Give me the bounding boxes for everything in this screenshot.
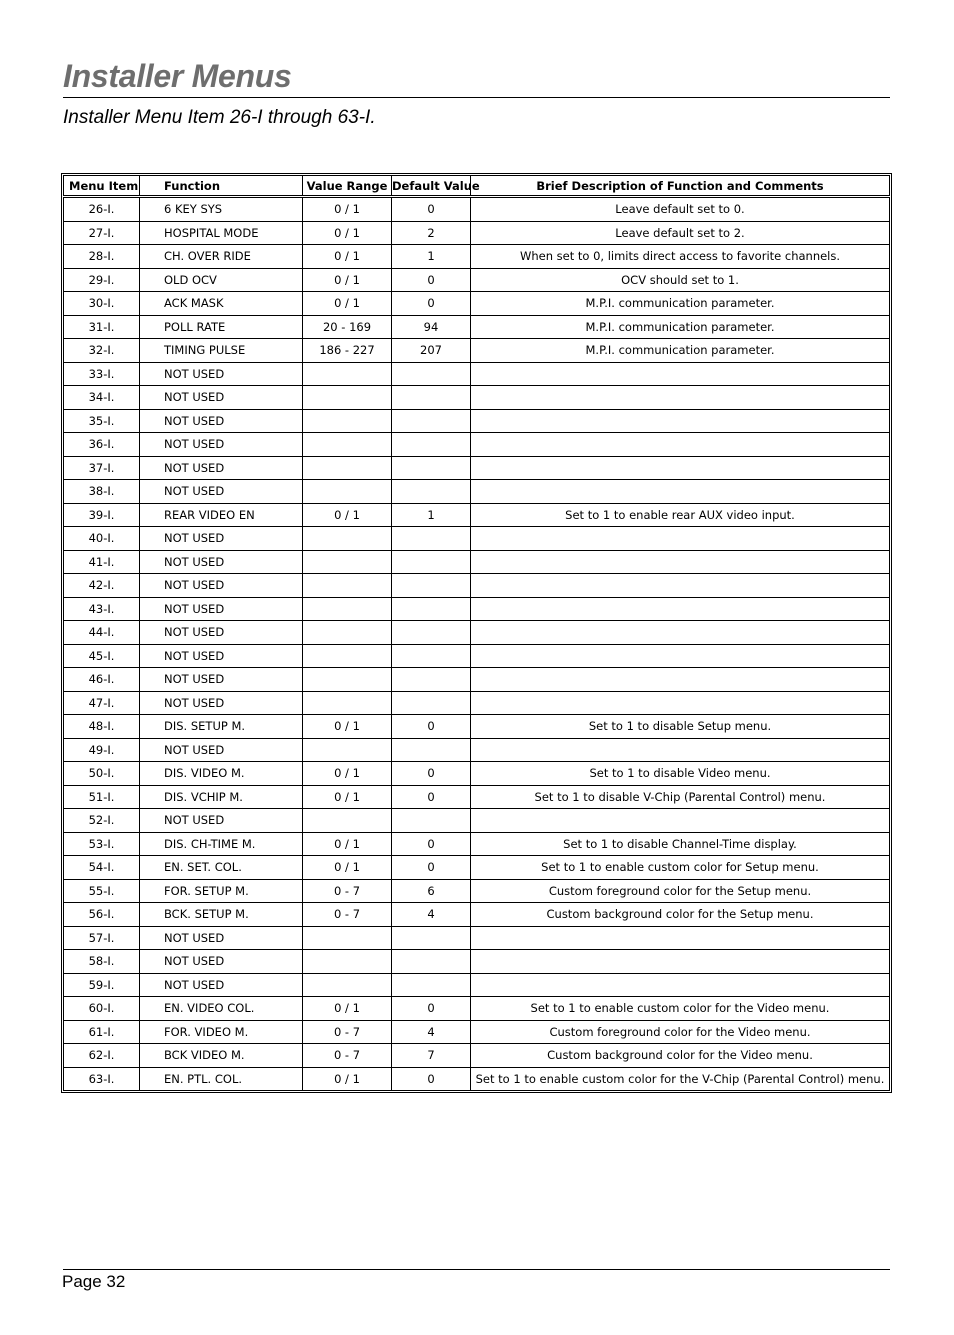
function-cell: DIS. VIDEO M. bbox=[140, 762, 303, 786]
description-cell: Set to 1 to disable Video menu. bbox=[471, 762, 890, 786]
menu-item-cell: 35-I. bbox=[64, 409, 140, 433]
menu-item-cell: 41-I. bbox=[64, 550, 140, 574]
value-range-cell: 0 - 7 bbox=[303, 903, 392, 927]
value-range-cell: 0 / 1 bbox=[303, 268, 392, 292]
function-cell: NOT USED bbox=[140, 738, 303, 762]
function-cell: NOT USED bbox=[140, 409, 303, 433]
page-subtitle: Installer Menu Item 26-I through 63-I. bbox=[63, 107, 376, 128]
function-cell: DIS. CH-TIME M. bbox=[140, 832, 303, 856]
menu-item-cell: 58-I. bbox=[64, 950, 140, 974]
menu-item-cell: 43-I. bbox=[64, 597, 140, 621]
description-cell: Set to 1 to disable Channel-Time display. bbox=[471, 832, 890, 856]
default-value-cell bbox=[392, 386, 471, 410]
menu-item-cell: 37-I. bbox=[64, 456, 140, 480]
value-range-cell bbox=[303, 950, 392, 974]
table-row bbox=[64, 574, 890, 598]
table-row bbox=[64, 997, 890, 1021]
description-cell: Custom background color for the Video menu. bbox=[471, 1044, 890, 1068]
page-number: Page 32 bbox=[62, 1272, 126, 1291]
default-value-cell: 0 bbox=[392, 197, 471, 222]
description-cell: Set to 1 to disable V-Chip (Parental Control) menu. bbox=[471, 785, 890, 809]
table-row bbox=[64, 245, 890, 269]
description-cell bbox=[471, 409, 890, 433]
function-cell: NOT USED bbox=[140, 362, 303, 386]
value-range-cell: 0 - 7 bbox=[303, 1020, 392, 1044]
description-cell: M.P.I. communication parameter. bbox=[471, 315, 890, 339]
table-row bbox=[64, 738, 890, 762]
value-range-cell: 0 / 1 bbox=[303, 1067, 392, 1091]
menu-item-cell: 38-I. bbox=[64, 480, 140, 504]
function-cell: DIS. VCHIP M. bbox=[140, 785, 303, 809]
table-row bbox=[64, 339, 890, 363]
description-cell: Set to 1 to enable custom color for Setup menu. bbox=[471, 856, 890, 880]
function-cell: BCK. SETUP M. bbox=[140, 903, 303, 927]
menu-item-cell: 26-I. bbox=[64, 197, 140, 222]
value-range-cell bbox=[303, 691, 392, 715]
table-row bbox=[64, 433, 890, 457]
table-row bbox=[64, 785, 890, 809]
table-row bbox=[64, 832, 890, 856]
value-range-cell: 0 - 7 bbox=[303, 1044, 392, 1068]
value-range-cell: 0 / 1 bbox=[303, 245, 392, 269]
header-description: Brief Description of Function and Comments bbox=[471, 176, 890, 197]
default-value-cell bbox=[392, 527, 471, 551]
description-cell bbox=[471, 456, 890, 480]
table-row bbox=[64, 903, 890, 927]
function-cell: NOT USED bbox=[140, 574, 303, 598]
function-cell: NOT USED bbox=[140, 621, 303, 645]
description-cell: Custom background color for the Setup menu. bbox=[471, 903, 890, 927]
default-value-cell: 207 bbox=[392, 339, 471, 363]
default-value-cell: 0 bbox=[392, 785, 471, 809]
function-cell: TIMING PULSE bbox=[140, 339, 303, 363]
table-row bbox=[64, 221, 890, 245]
table-row bbox=[64, 1044, 890, 1068]
menu-item-cell: 29-I. bbox=[64, 268, 140, 292]
table-row bbox=[64, 1067, 890, 1091]
default-value-cell: 1 bbox=[392, 245, 471, 269]
default-value-cell bbox=[392, 362, 471, 386]
default-value-cell: 2 bbox=[392, 221, 471, 245]
description-cell bbox=[471, 644, 890, 668]
description-cell bbox=[471, 386, 890, 410]
function-cell: CH. OVER RIDE bbox=[140, 245, 303, 269]
default-value-cell bbox=[392, 456, 471, 480]
value-range-cell bbox=[303, 527, 392, 551]
menu-item-cell: 27-I. bbox=[64, 221, 140, 245]
function-cell: NOT USED bbox=[140, 433, 303, 457]
value-range-cell bbox=[303, 597, 392, 621]
function-cell: NOT USED bbox=[140, 950, 303, 974]
value-range-cell bbox=[303, 574, 392, 598]
default-value-cell: 4 bbox=[392, 1020, 471, 1044]
description-cell bbox=[471, 691, 890, 715]
description-cell bbox=[471, 668, 890, 692]
value-range-cell: 0 / 1 bbox=[303, 221, 392, 245]
default-value-cell bbox=[392, 480, 471, 504]
table-row bbox=[64, 691, 890, 715]
table-row bbox=[64, 197, 890, 222]
table-row bbox=[64, 456, 890, 480]
table-row bbox=[64, 762, 890, 786]
default-value-cell: 7 bbox=[392, 1044, 471, 1068]
default-value-cell: 94 bbox=[392, 315, 471, 339]
description-cell bbox=[471, 362, 890, 386]
description-cell bbox=[471, 527, 890, 551]
function-cell: ACK MASK bbox=[140, 292, 303, 316]
table-row bbox=[64, 409, 890, 433]
menu-item-cell: 56-I. bbox=[64, 903, 140, 927]
menu-item-cell: 48-I. bbox=[64, 715, 140, 739]
function-cell: NOT USED bbox=[140, 926, 303, 950]
function-cell: BCK VIDEO M. bbox=[140, 1044, 303, 1068]
menu-item-cell: 30-I. bbox=[64, 292, 140, 316]
value-range-cell bbox=[303, 456, 392, 480]
menu-item-cell: 49-I. bbox=[64, 738, 140, 762]
default-value-cell bbox=[392, 668, 471, 692]
value-range-cell: 0 / 1 bbox=[303, 762, 392, 786]
value-range-cell bbox=[303, 738, 392, 762]
default-value-cell: 0 bbox=[392, 997, 471, 1021]
description-cell: Set to 1 to enable custom color for the V-Chip (Parental Control) menu. bbox=[471, 1067, 890, 1091]
function-cell: NOT USED bbox=[140, 386, 303, 410]
table-row bbox=[64, 480, 890, 504]
value-range-cell: 20 - 169 bbox=[303, 315, 392, 339]
default-value-cell: 0 bbox=[392, 268, 471, 292]
default-value-cell bbox=[392, 433, 471, 457]
description-cell: When set to 0, limits direct access to favorite channels. bbox=[471, 245, 890, 269]
menu-item-cell: 28-I. bbox=[64, 245, 140, 269]
header-menu-item: Menu Item bbox=[64, 176, 140, 197]
value-range-cell bbox=[303, 386, 392, 410]
table-row bbox=[64, 926, 890, 950]
value-range-cell bbox=[303, 973, 392, 997]
menu-item-cell: 62-I. bbox=[64, 1044, 140, 1068]
default-value-cell bbox=[392, 738, 471, 762]
description-cell: M.P.I. communication parameter. bbox=[471, 292, 890, 316]
value-range-cell: 0 / 1 bbox=[303, 856, 392, 880]
default-value-cell bbox=[392, 550, 471, 574]
default-value-cell bbox=[392, 691, 471, 715]
table-row bbox=[64, 550, 890, 574]
menu-item-cell: 53-I. bbox=[64, 832, 140, 856]
menu-item-cell: 55-I. bbox=[64, 879, 140, 903]
value-range-cell: 0 / 1 bbox=[303, 503, 392, 527]
function-cell: 6 KEY SYS bbox=[140, 197, 303, 222]
function-cell: NOT USED bbox=[140, 809, 303, 833]
value-range-cell bbox=[303, 809, 392, 833]
description-cell: Set to 1 to disable Setup menu. bbox=[471, 715, 890, 739]
table-header-row bbox=[64, 176, 890, 197]
description-cell bbox=[471, 480, 890, 504]
menu-item-cell: 33-I. bbox=[64, 362, 140, 386]
menu-item-cell: 54-I. bbox=[64, 856, 140, 880]
footer-divider bbox=[63, 1269, 890, 1270]
menu-item-cell: 42-I. bbox=[64, 574, 140, 598]
description-cell bbox=[471, 809, 890, 833]
default-value-cell: 0 bbox=[392, 1067, 471, 1091]
value-range-cell: 186 - 227 bbox=[303, 339, 392, 363]
value-range-cell bbox=[303, 409, 392, 433]
menu-item-cell: 36-I. bbox=[64, 433, 140, 457]
function-cell: EN. VIDEO COL. bbox=[140, 997, 303, 1021]
default-value-cell bbox=[392, 409, 471, 433]
description-cell: Leave default set to 0. bbox=[471, 197, 890, 222]
default-value-cell: 0 bbox=[392, 715, 471, 739]
description-cell bbox=[471, 574, 890, 598]
function-cell: POLL RATE bbox=[140, 315, 303, 339]
default-value-cell bbox=[392, 597, 471, 621]
description-cell bbox=[471, 738, 890, 762]
function-cell: REAR VIDEO EN bbox=[140, 503, 303, 527]
value-range-cell: 0 / 1 bbox=[303, 997, 392, 1021]
default-value-cell: 6 bbox=[392, 879, 471, 903]
default-value-cell: 0 bbox=[392, 762, 471, 786]
header-value-range: Value Range bbox=[303, 176, 392, 197]
menu-item-cell: 63-I. bbox=[64, 1067, 140, 1091]
value-range-cell: 0 / 1 bbox=[303, 292, 392, 316]
function-cell: DIS. SETUP M. bbox=[140, 715, 303, 739]
table-row bbox=[64, 292, 890, 316]
value-range-cell: 0 / 1 bbox=[303, 197, 392, 222]
menu-item-cell: 60-I. bbox=[64, 997, 140, 1021]
menu-item-cell: 47-I. bbox=[64, 691, 140, 715]
description-cell: OCV should set to 1. bbox=[471, 268, 890, 292]
value-range-cell bbox=[303, 621, 392, 645]
description-cell bbox=[471, 621, 890, 645]
function-cell: OLD OCV bbox=[140, 268, 303, 292]
menu-item-cell: 46-I. bbox=[64, 668, 140, 692]
menu-item-cell: 52-I. bbox=[64, 809, 140, 833]
table-row bbox=[64, 950, 890, 974]
description-cell bbox=[471, 433, 890, 457]
function-cell: NOT USED bbox=[140, 668, 303, 692]
menu-item-cell: 45-I. bbox=[64, 644, 140, 668]
description-cell: Set to 1 to enable rear AUX video input. bbox=[471, 503, 890, 527]
description-cell: Custom foreground color for the Video menu. bbox=[471, 1020, 890, 1044]
function-cell: NOT USED bbox=[140, 527, 303, 551]
table-row bbox=[64, 268, 890, 292]
title-divider bbox=[63, 97, 890, 98]
value-range-cell bbox=[303, 550, 392, 574]
default-value-cell bbox=[392, 973, 471, 997]
page-title: Installer Menus bbox=[63, 58, 292, 94]
function-cell: EN. PTL. COL. bbox=[140, 1067, 303, 1091]
header-function: Function bbox=[140, 176, 303, 197]
table-body bbox=[64, 197, 890, 1091]
value-range-cell bbox=[303, 644, 392, 668]
description-cell bbox=[471, 926, 890, 950]
menu-item-cell: 59-I. bbox=[64, 973, 140, 997]
function-cell: HOSPITAL MODE bbox=[140, 221, 303, 245]
description-cell: Custom foreground color for the Setup menu. bbox=[471, 879, 890, 903]
function-cell: NOT USED bbox=[140, 973, 303, 997]
value-range-cell: 0 / 1 bbox=[303, 715, 392, 739]
default-value-cell bbox=[392, 809, 471, 833]
default-value-cell bbox=[392, 644, 471, 668]
table-row bbox=[64, 597, 890, 621]
table-row bbox=[64, 621, 890, 645]
menu-item-cell: 40-I. bbox=[64, 527, 140, 551]
function-cell: NOT USED bbox=[140, 456, 303, 480]
default-value-cell bbox=[392, 950, 471, 974]
value-range-cell: 0 / 1 bbox=[303, 785, 392, 809]
table-row bbox=[64, 1020, 890, 1044]
header-default-value: Default Value bbox=[392, 176, 471, 197]
description-cell bbox=[471, 597, 890, 621]
function-cell: NOT USED bbox=[140, 644, 303, 668]
menu-item-cell: 31-I. bbox=[64, 315, 140, 339]
description-cell bbox=[471, 550, 890, 574]
menu-item-cell: 34-I. bbox=[64, 386, 140, 410]
installer-menu-table-frame bbox=[61, 173, 892, 1093]
value-range-cell: 0 / 1 bbox=[303, 832, 392, 856]
description-cell: M.P.I. communication parameter. bbox=[471, 339, 890, 363]
table-row bbox=[64, 644, 890, 668]
menu-item-cell: 44-I. bbox=[64, 621, 140, 645]
default-value-cell bbox=[392, 926, 471, 950]
description-cell: Leave default set to 2. bbox=[471, 221, 890, 245]
menu-item-cell: 61-I. bbox=[64, 1020, 140, 1044]
menu-item-cell: 32-I. bbox=[64, 339, 140, 363]
table-row bbox=[64, 503, 890, 527]
menu-item-cell: 57-I. bbox=[64, 926, 140, 950]
menu-item-cell: 39-I. bbox=[64, 503, 140, 527]
function-cell: NOT USED bbox=[140, 691, 303, 715]
function-cell: NOT USED bbox=[140, 597, 303, 621]
default-value-cell: 0 bbox=[392, 856, 471, 880]
table-row bbox=[64, 856, 890, 880]
description-cell bbox=[471, 973, 890, 997]
table-row bbox=[64, 809, 890, 833]
table-row bbox=[64, 386, 890, 410]
value-range-cell bbox=[303, 433, 392, 457]
description-cell: Set to 1 to enable custom color for the Video menu. bbox=[471, 997, 890, 1021]
table-row bbox=[64, 715, 890, 739]
table-row bbox=[64, 362, 890, 386]
value-range-cell: 0 - 7 bbox=[303, 879, 392, 903]
default-value-cell: 4 bbox=[392, 903, 471, 927]
menu-item-cell: 50-I. bbox=[64, 762, 140, 786]
default-value-cell bbox=[392, 574, 471, 598]
menu-item-cell: 51-I. bbox=[64, 785, 140, 809]
function-cell: FOR. VIDEO M. bbox=[140, 1020, 303, 1044]
default-value-cell bbox=[392, 621, 471, 645]
value-range-cell bbox=[303, 362, 392, 386]
table-row bbox=[64, 527, 890, 551]
table-row bbox=[64, 668, 890, 692]
value-range-cell bbox=[303, 480, 392, 504]
description-cell bbox=[471, 950, 890, 974]
installer-menu-table bbox=[63, 175, 890, 1091]
default-value-cell: 1 bbox=[392, 503, 471, 527]
default-value-cell: 0 bbox=[392, 832, 471, 856]
function-cell: FOR. SETUP M. bbox=[140, 879, 303, 903]
table-row bbox=[64, 315, 890, 339]
value-range-cell bbox=[303, 668, 392, 692]
function-cell: NOT USED bbox=[140, 550, 303, 574]
function-cell: EN. SET. COL. bbox=[140, 856, 303, 880]
table-row bbox=[64, 973, 890, 997]
default-value-cell: 0 bbox=[392, 292, 471, 316]
value-range-cell bbox=[303, 926, 392, 950]
table-row bbox=[64, 879, 890, 903]
function-cell: NOT USED bbox=[140, 480, 303, 504]
